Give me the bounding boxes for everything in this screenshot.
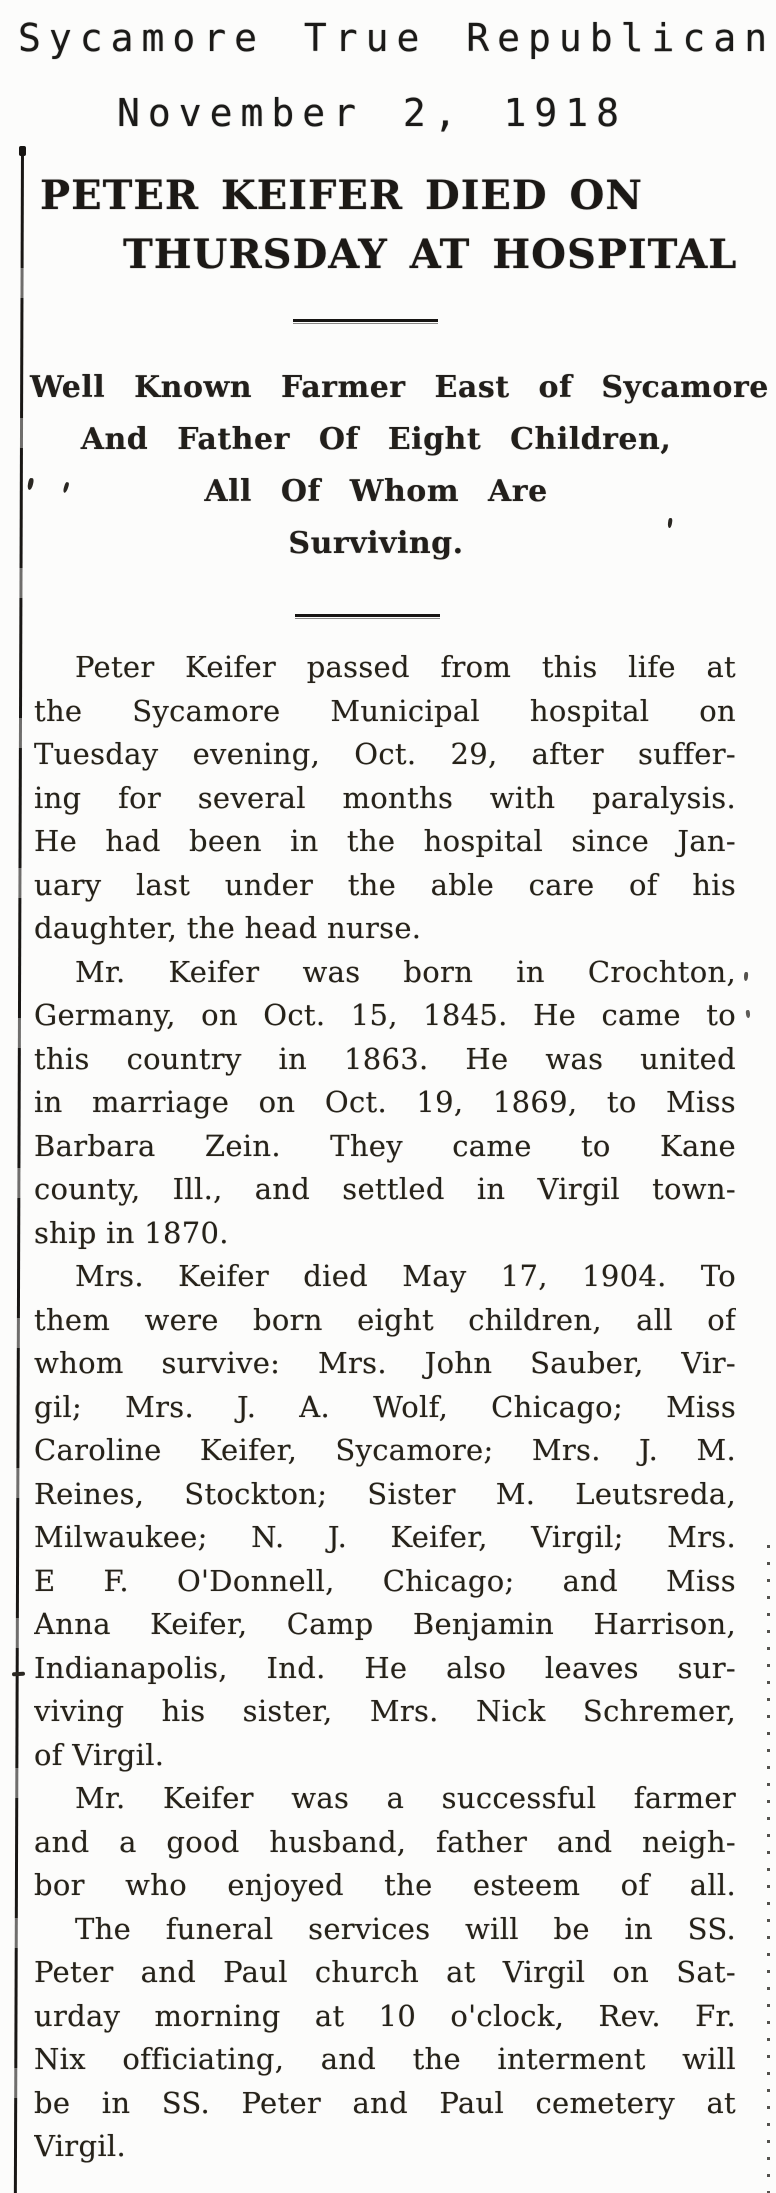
masthead-title: Sycamore True Republican xyxy=(18,16,776,60)
subheadline-line: All Of Whom Are xyxy=(204,474,548,509)
article-line: Virgil. xyxy=(34,2129,127,2163)
article-line: viving his sister, Mrs. Nick Schremer, xyxy=(34,1694,736,1728)
article-line: urday morning at 10 o'clock, Rev. Fr. xyxy=(34,1998,736,2033)
article-line: ing for several months with paralysis. xyxy=(34,780,736,815)
divider-rule-bottom xyxy=(295,614,440,619)
article-line: Indianapolis, Ind. He also leaves sur- xyxy=(34,1650,736,1685)
article-line: Mrs. Keifer died May 17, 1904. To xyxy=(75,1259,736,1293)
divider-rule-top xyxy=(293,319,438,324)
article-line: ship in 1870. xyxy=(34,1215,229,1250)
article-line: daughter, the head nurse. xyxy=(34,911,422,945)
article-line: Anna Keifer, Camp Benjamin Harrison, xyxy=(34,1607,736,1641)
print-speck xyxy=(744,972,749,981)
article-line: Caroline Keifer, Sycamore; Mrs. J. M. xyxy=(34,1433,736,1467)
subheadline xyxy=(30,362,769,570)
left-column-rule xyxy=(14,148,24,2193)
article-line: be in SS. Peter and Paul cemetery at xyxy=(34,2085,736,2120)
article-line: Mr. Keifer was a successful farmer xyxy=(75,1781,736,1815)
article-line: Peter and Paul church at Virgil on Sat- xyxy=(34,1955,736,1989)
article-line: and a good husband, father and neigh- xyxy=(34,1824,736,1859)
article-line: Mr. Keifer was born in Crochton, xyxy=(75,954,736,989)
subheadline-line: Surviving. xyxy=(288,526,464,561)
subheadline-line: And Father Of Eight Children, xyxy=(80,422,672,457)
article-line: He had been in the hospital since Jan- xyxy=(34,824,736,858)
print-speck xyxy=(746,1010,751,1018)
article-line: Reines, Stockton; Sister M. Leutsreda, xyxy=(34,1476,736,1511)
article-line: Tuesday evening, Oct. 29, after suffer- xyxy=(34,737,736,771)
article-line: county, Ill., and settled in Virgil town- xyxy=(34,1172,736,1206)
print-speck xyxy=(12,1672,25,1677)
article-line: uary last under the able care of his xyxy=(34,867,736,902)
article-line: Nix officiating, and the interment will xyxy=(34,2042,736,2076)
masthead-date: November 2, 1918 xyxy=(117,91,628,135)
article-line: them were born eight children, all of xyxy=(34,1302,736,1337)
subheadline-line: Well Known Farmer East of Sycamore xyxy=(30,370,769,405)
article-line: Milwaukee; N. J. Keifer, Virgil; Mrs. xyxy=(34,1520,736,1554)
article-line: Barbara Zein. They came to Kane xyxy=(34,1128,736,1163)
article-line: the Sycamore Municipal hospital on xyxy=(34,693,736,728)
article-line: bor who enjoyed the esteem of all. xyxy=(34,1868,736,1902)
headline-line-2: THURSDAY AT HOSPITAL xyxy=(123,231,738,278)
headline-line-1: PETER KEIFER DIED ON xyxy=(40,172,643,219)
article-line: Peter Keifer passed from this life at xyxy=(75,650,736,684)
article-line: this country in 1863. He was united xyxy=(34,1041,736,1076)
article-line: in marriage on Oct. 19, 1869, to Miss xyxy=(34,1085,736,1119)
right-column-rule-dotted xyxy=(767,1545,770,2193)
article-body xyxy=(34,646,736,2169)
article-line: whom survive: Mrs. John Sauber, Vir- xyxy=(34,1346,736,1380)
article-line: The funeral services will be in SS. xyxy=(75,1911,736,1946)
article-line: Germany, on Oct. 15, 1845. He came to xyxy=(34,998,736,1032)
article-line: of Virgil. xyxy=(34,1737,165,1772)
article-line: gil; Mrs. J. A. Wolf, Chicago; Miss xyxy=(34,1389,736,1424)
article-line: E F. O'Donnell, Chicago; and Miss xyxy=(34,1563,736,1598)
